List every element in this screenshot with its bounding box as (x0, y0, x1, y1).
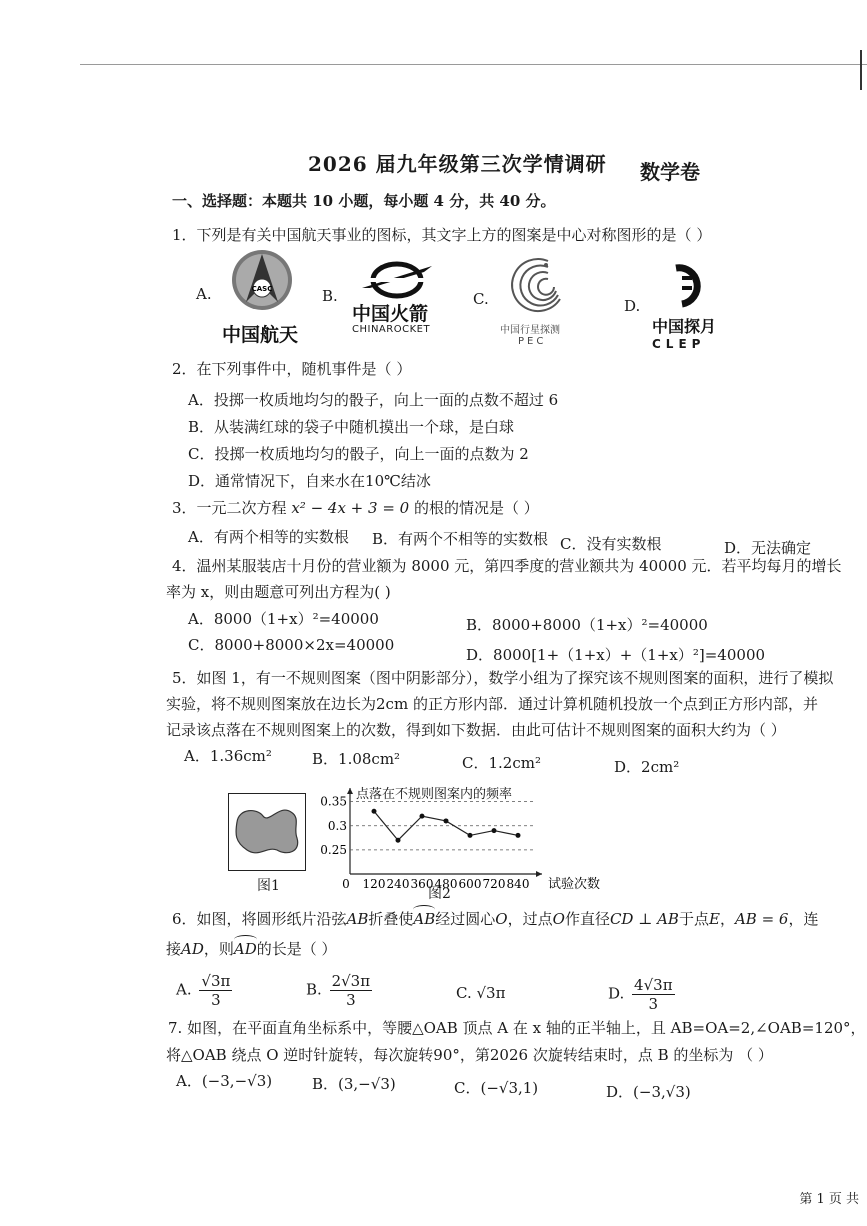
frequency-chart (320, 782, 620, 902)
q1-option-d-label: D. (624, 297, 641, 315)
q1-logo-a (222, 246, 302, 346)
q2-option-a: A．投掷一枚质地均匀的骰子，向上一面的点数不超过 6 (188, 391, 559, 409)
q5-option-c: C．1.2cm² (462, 754, 541, 772)
data-point (516, 833, 521, 838)
scan-edge-line (80, 64, 867, 65)
q6-option-b-den: 3 (346, 991, 356, 1009)
q6-point-o: O (552, 910, 565, 928)
q3-equation: x² − 4x + 3 = 0 (291, 499, 410, 517)
logo-b-sub: CHINAROCKET (352, 324, 431, 335)
q6-option-d-num: 4√3π (634, 976, 673, 994)
y-axis-arrow (347, 788, 353, 794)
q7-option-d: D．(−3,√3) (606, 1083, 691, 1101)
q6-option-b-fraction (330, 972, 373, 1009)
q1-stem: 1．下列是有关中国航天事业的图标，其文字上方的图案是中心对称图形的是（ ） (172, 226, 712, 244)
q3-option-b: B．有两个不相等的实数根 (372, 530, 549, 548)
q7-option-a: A．(−3,−√3) (176, 1072, 273, 1090)
q6-text-2b: ，则 (203, 940, 234, 958)
q5-stem-line2: 实验，将不规则图案放在边长为2cm 的正方形内部．通过计算机随机投放一个点到正方形内部，并 (166, 695, 818, 713)
q3-stem (172, 497, 539, 518)
logo-b-text: 中国火箭 (352, 303, 429, 325)
q6-option-c-value: √3π (476, 984, 506, 1002)
q6-option-a-label: A. (176, 980, 192, 999)
y-tick-label: 0.35 (320, 794, 347, 809)
q5-stem-line1: 5．如图 1，有一不规则图案（图中阴影部分），数学小组为了探究该不规则图案的面积，进行了模拟 (172, 669, 834, 687)
data-point (372, 809, 377, 814)
logo-a-text: 中国航天 (222, 324, 299, 346)
q7-option-c: C．(−√3,1) (454, 1079, 539, 1097)
q4-option-c: C．8000+8000×2x=40000 (188, 636, 395, 654)
logo-d-sub: CLEP (652, 337, 706, 351)
figure-1-square (228, 793, 306, 871)
q4-stem-line1: 4．温州某服装店十月份的营业额为 8000 元，第四季度的营业额共为 40000 元．若平均每月的增长 (172, 557, 842, 575)
x-tick-label: 120 (362, 877, 386, 891)
logo-c-text: 中国行星探测 (500, 325, 560, 336)
q2-option-b: B．从装满红球的袋子中随机摸出一个球，是白球 (188, 418, 515, 436)
data-point (420, 814, 425, 819)
q6-text-a: 6．如图，将圆形纸片沿弦 (172, 910, 347, 928)
casc-badge-text: CASC (251, 285, 273, 293)
q6-text-e: 作直径 (564, 910, 610, 928)
y-tick-label: 0.25 (320, 842, 347, 857)
q6-stem-line2 (166, 938, 337, 959)
q4-option-d: D．8000[1+（1+x）+（1+x）²]=40000 (466, 646, 766, 664)
x-tick-label: 600 (458, 877, 482, 891)
q6-text-f: 于点 (678, 910, 709, 928)
q7-stem-line2: 将△OAB 绕点 O 逆时针旋转，每次旋转90°，第2026 次旋转结束时，点 B 的坐标为 （ ） (166, 1046, 773, 1064)
q1-option-b-label: B. (322, 287, 338, 305)
q3-option-a: A．有两个相等的实数根 (188, 528, 349, 546)
q1-option-c-label: C. (473, 290, 489, 308)
q6-option-d-fraction (632, 976, 675, 1013)
q6-option-a-den: 3 (211, 991, 221, 1009)
data-point (468, 833, 473, 838)
q6-text-b: 折叠使 (368, 910, 414, 928)
q7-stem-line1: 7. 如图，在平面直角坐标系中，等腰△OAB 顶点 A 在 x 轴的正半轴上，且 AB=OA=2,∠OAB=120°， (168, 1019, 866, 1037)
q5-option-d: D．2cm² (614, 758, 680, 776)
q6-option-a-num: √3π (201, 972, 231, 990)
q6-point-e: E (708, 910, 720, 928)
irregular-shape (229, 794, 305, 870)
x-tick-label: 360 (410, 877, 434, 891)
figure-2-caption: 图2 (428, 886, 451, 902)
section-heading: 一、选择题：本题共 10 小题，每小题 4 分，共 40 分。 (172, 192, 556, 210)
q7-option-b: B．(3,−√3) (312, 1075, 396, 1093)
q4-stem-line2: 率为 x，则由题意可列出方程为( ) (166, 583, 391, 601)
x-tick-label: 480 (434, 877, 458, 891)
q5-stem-line3: 记录该点落在不规则图案上的次数，得到如下数据．由此可估计不规则图案的面积大约为（ ） (166, 721, 786, 739)
q6-stem-line1 (172, 908, 818, 929)
logo-c-sub: PEC (518, 336, 547, 347)
q6-center-o: O (495, 910, 508, 928)
q6-text-d: ，过点 (507, 910, 553, 928)
q6-option-d-label: D. (608, 984, 625, 1003)
pec-logo-icon (508, 255, 568, 317)
q6-option-c (456, 984, 505, 1002)
x-tick-label: 720 (482, 877, 506, 891)
q3-stem-pre: 3．一元二次方程 (172, 499, 287, 517)
q2-option-d: D．通常情况下，自来水在10℃结冰 (188, 472, 431, 490)
page-footer: 第 1 页 共 (799, 1192, 859, 1207)
q6-option-b-label: B. (306, 980, 322, 999)
q1-logo-b (352, 258, 446, 338)
q6-arc-ab: AB (413, 910, 436, 928)
q6-text-g: ， (719, 910, 735, 928)
clep-logo-icon (652, 262, 722, 310)
x-axis-label: 试验次数 (548, 877, 601, 892)
q6-option-d (608, 976, 678, 1013)
q5-option-a: A．1.36cm² (184, 747, 272, 765)
q6-option-b-num: 2√3π (331, 972, 371, 990)
q6-option-a-fraction (199, 972, 232, 1009)
q6-segment-ad: AD (181, 940, 204, 958)
q6-option-b (306, 972, 375, 1009)
x-tick-label: 840 (506, 877, 530, 891)
q6-chord-ab: AB (346, 910, 369, 928)
q6-option-d-den: 3 (648, 995, 659, 1013)
data-point (492, 828, 497, 833)
q3-stem-post: 的根的情况是（ ） (414, 499, 539, 517)
exam-title: 2026 届九年级第三次学情调研 (308, 152, 607, 176)
q6-text-2a: 接 (166, 940, 182, 958)
q6-perpendicular: CD ⊥ AB (609, 910, 679, 928)
q3-option-d: D．无法确定 (724, 539, 812, 557)
casc-logo-icon (222, 246, 302, 316)
q6-text-c: 经过圆心 (435, 910, 496, 928)
scan-edge-mark (860, 50, 862, 90)
q5-option-b: B．1.08cm² (312, 750, 401, 768)
q6-text-2c: 的长是（ ） (256, 940, 337, 958)
chart-title: 点落在不规则图案内的频率 (356, 787, 513, 802)
q4-option-a: A．8000（1+x）²=40000 (188, 610, 379, 628)
x-axis-arrow (536, 871, 542, 877)
q3-option-c: C．没有实数根 (560, 535, 662, 553)
data-point (396, 838, 401, 843)
q6-option-c-label: C. (456, 984, 472, 1002)
rocket-logo-icon (352, 258, 442, 300)
q2-stem: 2．在下列事件中，随机事件是（ ） (172, 360, 412, 378)
q1-logo-c (500, 255, 582, 351)
q6-ab-length: AB = 6 (734, 910, 789, 928)
y-tick-label: 0.3 (327, 818, 347, 833)
q1-logo-d (652, 262, 732, 351)
data-point (444, 818, 449, 823)
q6-text-h: ，连 (788, 910, 819, 928)
logo-d-text: 中国探月 (652, 317, 717, 336)
figure-1-caption: 图1 (257, 878, 280, 894)
frequency-chart-svg (320, 782, 620, 902)
q6-option-a (176, 972, 235, 1009)
q4-option-b: B．8000+8000（1+x）²=40000 (466, 616, 708, 634)
q6-arc-ad: AD (233, 940, 257, 958)
exam-subject: 数学卷 (640, 160, 700, 184)
x-tick-label: 0 (342, 877, 350, 891)
q1-option-a-label: A. (196, 285, 212, 303)
q2-option-c: C．投掷一枚质地均匀的骰子，向上一面的点数为 2 (188, 445, 529, 463)
x-tick-label: 240 (386, 877, 410, 891)
